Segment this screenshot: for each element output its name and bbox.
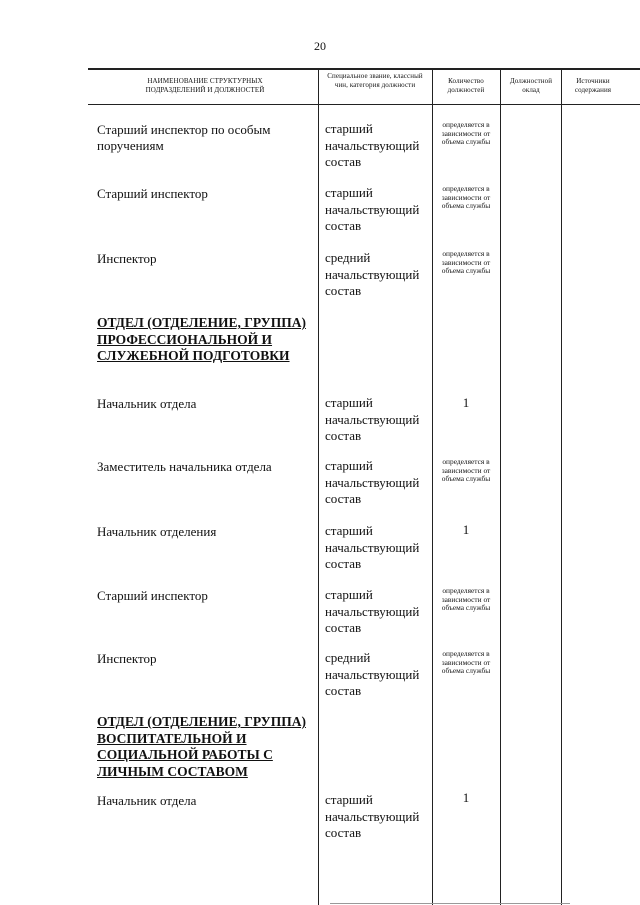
page-number: 20 [314,39,326,53]
position-qty: 1 [462,790,470,805]
position-qty: определяется в зависимости от объема службы [441,649,491,676]
position-name: Начальник отдела [97,793,197,808]
position-name: Заместитель начальника отдела [97,459,272,474]
position-name: Начальник отдела [97,396,197,411]
column-divider [561,68,562,905]
section-heading: ОТДЕЛ (ОТДЕЛЕНИЕ, ГРУППА) ВОСПИТАТЕЛЬНОЙ И СОЦИАЛЬНОЙ РАБОТЫ С ЛИЧНЫМ СОСТАВОМ [97,714,306,779]
position-name: Старший инспектор по особым поручениям [97,122,271,153]
column-divider [500,68,501,905]
position-rank: старший начальствующий состав [325,121,420,169]
position-name: Старший инспектор [97,186,208,201]
header-col-qty: Количество должностей [447,77,485,94]
position-qty: 1 [462,395,470,410]
position-rank: старший начальствующий состав [325,523,420,571]
position-name: Начальник отделения [97,524,217,539]
bottom-edge-mark [330,903,570,904]
position-rank: средний начальствующий состав [325,250,420,298]
header-col-names: НАИМЕНОВАНИЕ СТРУКТУРНЫХ ПОДРАЗДЕЛЕНИЙ И ДОЛЖНОСТЕЙ [145,77,265,94]
header-top-rule [88,68,640,70]
header-col-source: Источники содержания [574,77,612,94]
position-rank: старший начальствующий состав [325,395,420,443]
position-name: Инспектор [97,651,157,666]
position-rank: старший начальствующий состав [325,185,420,233]
position-name: Старший инспектор [97,588,208,603]
position-qty: определяется в зависимости от объема службы [441,120,491,147]
section-heading: ОТДЕЛ (ОТДЕЛЕНИЕ, ГРУППА) ПРОФЕССИОНАЛЬНОЙ И СЛУЖЕБНОЙ ПОДГОТОВКИ [97,315,306,363]
header-col-salary: Должностной оклад [509,77,553,94]
header-bottom-rule [88,104,640,105]
position-rank: старший начальствующий состав [325,792,420,840]
position-rank: старший начальствующий состав [325,587,420,635]
position-qty: определяется в зависимости от объема службы [441,249,491,276]
header-col-rank: Специальное звание, классный чин, категория должности [327,72,423,89]
position-qty: определяется в зависимости от объема службы [441,586,491,613]
column-divider [318,68,319,905]
position-name: Инспектор [97,251,157,266]
position-qty: определяется в зависимости от объема службы [441,457,491,484]
position-qty: определяется в зависимости от объема службы [441,184,491,211]
position-rank: старший начальствующий состав [325,458,420,506]
position-qty: 1 [462,522,470,537]
position-rank: средний начальствующий состав [325,650,420,698]
